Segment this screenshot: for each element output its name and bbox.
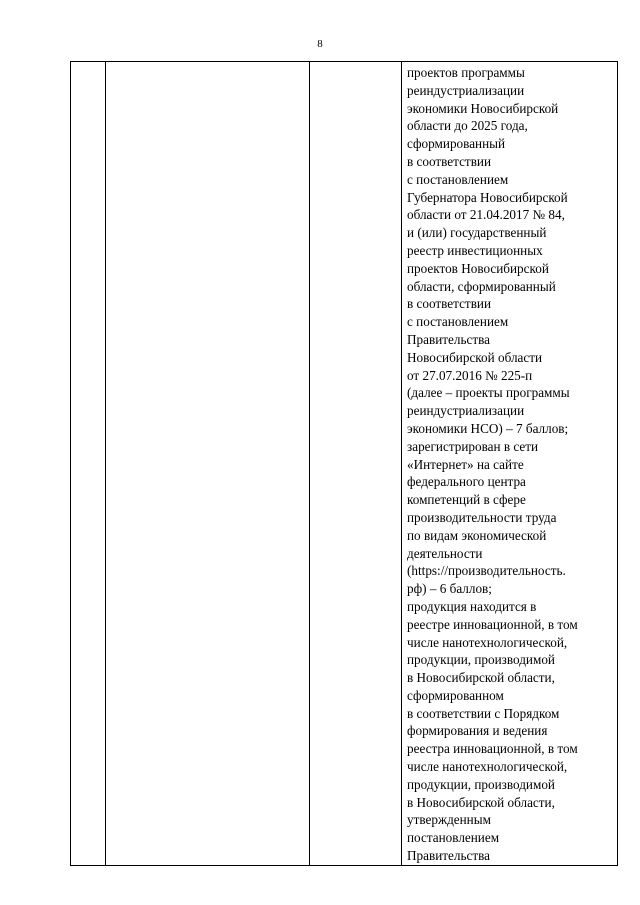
criteria-line: области от 21.04.2017 № 84, bbox=[407, 207, 565, 223]
criteria-line: деятельности bbox=[407, 545, 483, 561]
criteria-line: в Новосибирской области, bbox=[407, 794, 555, 810]
criteria-line: в соответствии bbox=[407, 296, 492, 312]
criteria-line: постановлением bbox=[407, 830, 500, 846]
criteria-line: экономики Новосибирской bbox=[407, 100, 559, 116]
criteria-line: Новосибирской области bbox=[407, 349, 543, 365]
criteria-line: реиндустриализации bbox=[407, 403, 525, 419]
table-row bbox=[71, 62, 618, 866]
criteria-line: реестра инновационной, в том bbox=[407, 741, 578, 757]
criteria-line: экономики НСО) – 7 баллов; bbox=[407, 420, 569, 436]
table-cell-name bbox=[106, 62, 310, 866]
criteria-line: утвержденным bbox=[407, 812, 491, 828]
criteria-line: Правительства bbox=[407, 331, 490, 347]
table-cell-criteria bbox=[402, 62, 618, 866]
criteria-line: (далее – проекты программы bbox=[407, 385, 570, 401]
criteria-line: в соответствии с Порядком bbox=[407, 705, 560, 721]
criteria-line: с постановлением bbox=[407, 171, 509, 187]
criteria-line: продукция находится в bbox=[407, 598, 537, 614]
criteria-text bbox=[402, 62, 617, 865]
criteria-line: числе нанотехнологической, bbox=[407, 759, 568, 775]
criteria-line: продукции, производимой bbox=[407, 652, 555, 668]
page-number: 8 bbox=[317, 38, 323, 50]
criteria-line: зарегистрирован в сети bbox=[407, 438, 539, 454]
criteria-line: проектов Новосибирской bbox=[407, 260, 549, 276]
criteria-line: числе нанотехнологической, bbox=[407, 634, 568, 650]
criteria-line: с постановлением bbox=[407, 314, 509, 330]
criteria-line: области, сформированный bbox=[407, 278, 556, 294]
criteria-line: проектов программы bbox=[407, 65, 525, 80]
criteria-line: по видам экономической bbox=[407, 527, 547, 543]
document-table bbox=[70, 61, 618, 866]
criteria-line: формирования и ведения bbox=[407, 723, 548, 739]
criteria-line: сформированном bbox=[407, 687, 504, 703]
criteria-line: сформированный bbox=[407, 136, 506, 152]
criteria-line: от 27.07.2016 № 225-п bbox=[407, 367, 533, 383]
criteria-line: реиндустриализации bbox=[407, 82, 525, 98]
criteria-line: компетенций в сфере bbox=[407, 492, 526, 508]
criteria-line: федерального центра bbox=[407, 474, 526, 490]
criteria-line: Правительства bbox=[407, 848, 490, 864]
criteria-line: (https://производительность. bbox=[407, 563, 566, 579]
table-cell-number bbox=[71, 62, 106, 866]
criteria-line: рф) – 6 баллов; bbox=[407, 581, 492, 597]
criteria-line: и (или) государственный bbox=[407, 225, 547, 241]
criteria-line: области до 2025 года, bbox=[407, 118, 528, 134]
criteria-line: продукции, производимой bbox=[407, 776, 555, 792]
criteria-line: в соответствии bbox=[407, 153, 492, 169]
table-cell-value bbox=[310, 62, 402, 866]
criteria-line: «Интернет» на сайте bbox=[407, 456, 524, 472]
criteria-line: реестре инновационной, в том bbox=[407, 616, 578, 632]
criteria-line: Губернатора Новосибирской bbox=[407, 189, 568, 205]
criteria-line: реестр инвестиционных bbox=[407, 242, 543, 258]
criteria-line: в Новосибирской области, bbox=[407, 670, 555, 686]
criteria-line: производительности труда bbox=[407, 509, 557, 525]
